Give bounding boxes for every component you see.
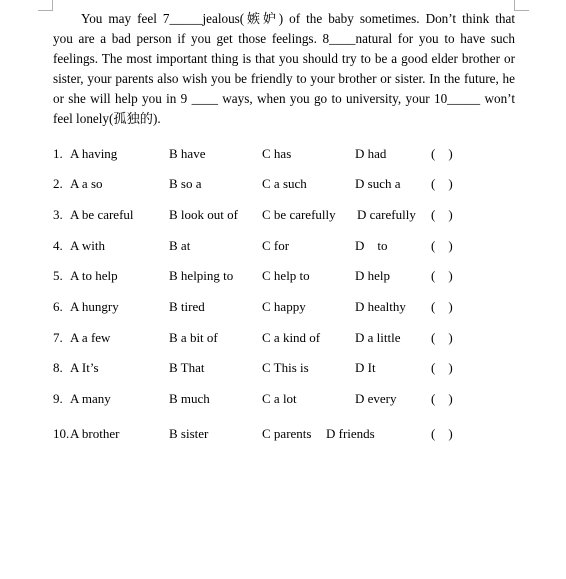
question-number: 7. xyxy=(53,330,63,345)
option-b: B sister xyxy=(169,426,209,441)
option-d: D such a xyxy=(355,176,401,191)
question-number: 6. xyxy=(53,299,63,314)
option-a: A many xyxy=(70,391,111,406)
question-number: 2. xyxy=(53,176,63,191)
option-a: A hungry xyxy=(70,299,119,314)
option-b: B a bit of xyxy=(169,330,218,345)
option-a: A a few xyxy=(70,330,111,345)
option-d: D a little xyxy=(355,330,401,345)
question-row xyxy=(0,328,566,348)
question-row xyxy=(0,297,566,317)
passage-line: You may feel 7_____jealous(嫉妒) of the baby sometimes. Don’t think that xyxy=(81,11,515,26)
option-c: C happy xyxy=(262,299,306,314)
question-number: 4. xyxy=(53,238,63,253)
passage-line: you are a bad person if you get those feelings. 8____natural for you to have such xyxy=(53,31,515,46)
option-a: A brother xyxy=(70,426,120,441)
question-row xyxy=(0,424,566,444)
option-b: B have xyxy=(169,146,206,161)
passage-line: feel lonely(孤独的). xyxy=(53,111,161,126)
passage-line: sister, your parents also wish you be friendly to your brother or sister. In the future, he xyxy=(53,71,515,86)
question-row xyxy=(0,144,566,164)
option-b: B tired xyxy=(169,299,205,314)
option-c: C a kind of xyxy=(262,330,321,345)
option-a: A having xyxy=(70,146,118,161)
answer-blank: ( ) xyxy=(431,391,453,406)
option-b: B helping to xyxy=(169,268,234,283)
question-row xyxy=(0,266,566,286)
option-c: C a lot xyxy=(262,391,297,406)
question-row xyxy=(0,236,566,256)
option-a: A to help xyxy=(70,268,118,283)
question-number: 1. xyxy=(53,146,63,161)
option-a: A It’s xyxy=(70,360,99,375)
option-d: D healthy xyxy=(355,299,406,314)
option-a: A a so xyxy=(70,176,103,191)
option-c: C a such xyxy=(262,176,307,191)
option-b: B so a xyxy=(169,176,202,191)
option-d: D carefully xyxy=(357,207,416,222)
option-a: A be careful xyxy=(70,207,134,222)
option-c: C help to xyxy=(262,268,310,283)
option-c: C This is xyxy=(262,360,309,375)
option-c: C be carefully xyxy=(262,207,336,222)
answer-blank: ( ) xyxy=(431,146,453,161)
option-a: A with xyxy=(70,238,106,253)
answer-blank: ( ) xyxy=(431,426,453,441)
question-row xyxy=(0,205,566,225)
question-number: 10. xyxy=(53,426,70,441)
option-d: D friends xyxy=(326,426,375,441)
question-row xyxy=(0,358,566,378)
option-c: C parents xyxy=(262,426,312,441)
question-number: 3. xyxy=(53,207,63,222)
answer-blank: ( ) xyxy=(431,330,453,345)
answer-blank: ( ) xyxy=(431,207,453,222)
answer-blank: ( ) xyxy=(431,299,453,314)
answer-blank: ( ) xyxy=(431,268,453,283)
passage-line: or she will help you in 9 ____ ways, when you go to university, your 10_____ won’t xyxy=(53,91,515,106)
answer-blank: ( ) xyxy=(431,360,453,375)
question-number: 8. xyxy=(53,360,63,375)
option-d: D every xyxy=(355,391,397,406)
option-b: B much xyxy=(169,391,210,406)
answer-blank: ( ) xyxy=(431,238,453,253)
passage-line: feelings. The most important thing is that you should try to be a good elder brother or xyxy=(53,51,515,66)
option-d: D It xyxy=(355,360,376,375)
option-b: B at xyxy=(169,238,191,253)
question-row xyxy=(0,389,566,409)
option-b: B look out of xyxy=(169,207,238,222)
option-b: B That xyxy=(169,360,205,375)
option-d: D to xyxy=(355,238,388,253)
option-c: C for xyxy=(262,238,290,253)
option-d: D help xyxy=(355,268,391,283)
question-number: 5. xyxy=(53,268,63,283)
option-c: C has xyxy=(262,146,292,161)
question-row xyxy=(0,174,566,194)
answer-blank: ( ) xyxy=(431,176,453,191)
question-number: 9. xyxy=(53,391,63,406)
option-d: D had xyxy=(355,146,387,161)
